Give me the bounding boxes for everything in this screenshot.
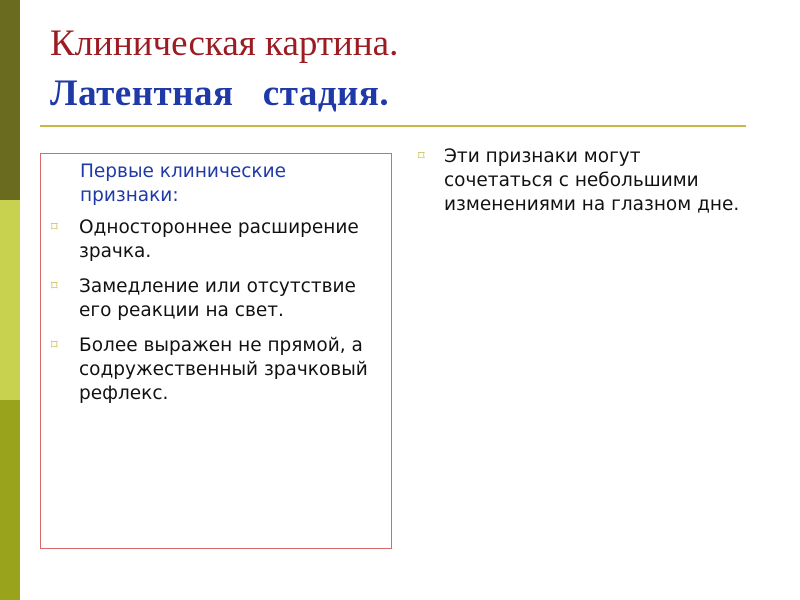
slide-title-line-2: Латентная стадия. bbox=[50, 73, 390, 114]
left-content-box bbox=[40, 153, 392, 549]
left-bullet-list bbox=[41, 216, 393, 417]
bullet-glyph-icon: ⌑ bbox=[51, 338, 58, 353]
list-item bbox=[41, 334, 393, 406]
list-item-text: Одностороннее расширение зрачка. bbox=[79, 217, 359, 262]
list-item bbox=[41, 216, 393, 264]
list-item-text: Эти признаки могут сочетаться с небольшими изменениями на глазном дне. bbox=[444, 146, 740, 215]
list-item-text: Более выражен не прямой, а содружественный зрачковый рефлекс. bbox=[79, 335, 368, 404]
sidebar-stripe-top bbox=[0, 0, 20, 200]
list-item bbox=[410, 145, 755, 217]
bullet-glyph-icon: ⌑ bbox=[51, 279, 58, 294]
list-item-text: Замедление или отсутствие его реакции на свет. bbox=[79, 276, 356, 321]
slide-title-line-1: Клиническая картина. bbox=[50, 23, 399, 64]
title-divider bbox=[40, 125, 746, 127]
sidebar-stripe-bottom bbox=[0, 400, 20, 600]
bullet-glyph-icon: ⌑ bbox=[418, 149, 425, 164]
right-bullet-list bbox=[410, 145, 755, 217]
list-item bbox=[41, 275, 393, 323]
box-heading: Первые клинические признаки: bbox=[80, 161, 287, 206]
sidebar-stripe-middle bbox=[0, 200, 20, 400]
bullet-glyph-icon: ⌑ bbox=[51, 220, 58, 235]
